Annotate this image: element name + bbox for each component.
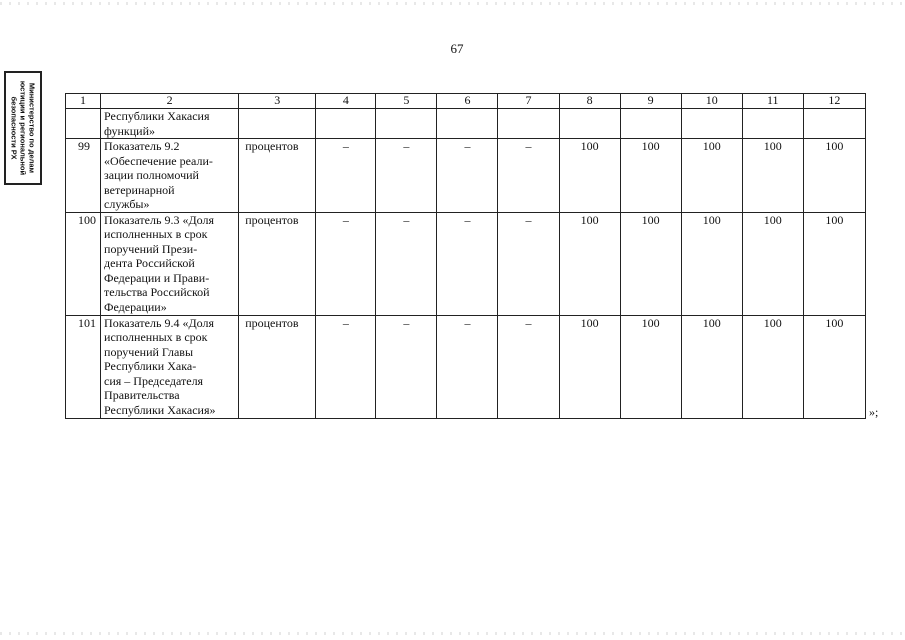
name-line: Правительства — [104, 388, 180, 402]
header-cell: 9 — [620, 94, 681, 109]
dash-cell: – — [316, 212, 376, 315]
dash-cell: – — [437, 139, 498, 213]
indicator-name-cell — [101, 315, 239, 418]
table-cell — [742, 109, 803, 139]
dash-cell: – — [498, 139, 559, 213]
header-cell: 4 — [316, 94, 376, 109]
table-cell — [316, 109, 376, 139]
table-cell — [681, 109, 742, 139]
dash-cell: – — [316, 139, 376, 213]
value-cell: 100 — [620, 139, 681, 213]
stamp-text — [10, 74, 37, 182]
dash-cell: – — [498, 315, 559, 418]
stamp-line: безопасности РХ — [9, 96, 19, 160]
header-cell: 2 — [101, 94, 239, 109]
unit-cell: процентов — [239, 315, 316, 418]
header-cell: 10 — [681, 94, 742, 109]
name-line: службы» — [104, 197, 150, 211]
header-cell: 3 — [239, 94, 316, 109]
dash-cell: – — [376, 139, 437, 213]
row-number-cell: 99 — [66, 139, 101, 213]
name-line: «Обеспечение реали- — [104, 153, 213, 168]
stamp-line: Министерство по делам — [27, 82, 37, 174]
continuation-row — [66, 109, 866, 139]
name-line: тельства Российской — [104, 285, 210, 299]
value-cell: 100 — [681, 139, 742, 213]
name-line: зации полномочий — [104, 168, 199, 182]
dash-cell: – — [437, 315, 498, 418]
row-number-cell: 101 — [66, 315, 101, 418]
indicator-name-cell — [101, 212, 239, 315]
unit-cell: процентов — [239, 212, 316, 315]
value-cell: 100 — [742, 212, 803, 315]
name-line: Федерации» — [104, 299, 167, 314]
name-line: Федерации и Прави- — [104, 270, 210, 285]
value-cell: 100 — [620, 315, 681, 418]
row-number-cell: 100 — [66, 212, 101, 315]
name-line: сия – Председателя — [104, 373, 204, 388]
value-cell: 100 — [803, 139, 865, 213]
scan-noise-bottom — [0, 632, 905, 635]
value-cell: 100 — [559, 139, 620, 213]
value-cell: 100 — [803, 212, 865, 315]
closing-quote-mark: »; — [869, 405, 879, 419]
table-cell — [559, 109, 620, 139]
table-cell — [498, 109, 559, 139]
indicator-name-cell — [101, 139, 239, 213]
name-line: исполненных в срок — [104, 227, 208, 241]
table-cell — [66, 109, 101, 139]
indicators-table — [65, 93, 866, 419]
name-line: исполненных в срок — [104, 330, 208, 344]
table-row — [66, 315, 866, 418]
value-cell: 100 — [559, 212, 620, 315]
table-row — [66, 212, 866, 315]
table-cell — [239, 109, 316, 139]
name-line: Республики Хакасия» — [104, 402, 216, 417]
name-line: поручений Главы — [104, 344, 193, 359]
dash-cell: – — [498, 212, 559, 315]
name-line: ветеринарной — [104, 182, 175, 197]
dash-cell: – — [376, 315, 437, 418]
table-cell — [376, 109, 437, 139]
name-line: Показатель 9.3 «Доля — [104, 212, 214, 227]
registration-stamp — [4, 71, 42, 185]
name-line: поручений Прези- — [104, 241, 198, 256]
scan-noise-top — [0, 2, 905, 5]
name-line: функций» — [104, 123, 156, 138]
dash-cell: – — [437, 212, 498, 315]
unit-cell: процентов — [239, 139, 316, 213]
header-cell: 5 — [376, 94, 437, 109]
header-cell: 8 — [559, 94, 620, 109]
header-row — [66, 94, 866, 109]
value-cell: 100 — [742, 139, 803, 213]
value-cell: 100 — [803, 315, 865, 418]
table-cell — [803, 109, 865, 139]
header-cell: 12 — [803, 94, 865, 109]
dash-cell: – — [316, 315, 376, 418]
header-cell: 11 — [742, 94, 803, 109]
header-cell: 6 — [437, 94, 498, 109]
value-cell: 100 — [681, 315, 742, 418]
value-cell: 100 — [559, 315, 620, 418]
name-line: Республики Хака- — [104, 359, 197, 373]
dash-cell: – — [376, 212, 437, 315]
table-cell — [437, 109, 498, 139]
header-cell: 7 — [498, 94, 559, 109]
name-line: Показатель 9.2 — [104, 139, 180, 153]
table-row — [66, 139, 866, 213]
name-line: дента Российской — [104, 256, 195, 270]
page-number: 67 — [450, 41, 464, 56]
indicator-name-cell — [101, 109, 239, 139]
name-line: Республики Хакасия — [104, 109, 210, 123]
value-cell: 100 — [620, 212, 681, 315]
table-cell — [620, 109, 681, 139]
stamp-line: юстиции и региональной — [18, 80, 28, 176]
header-cell: 1 — [66, 94, 101, 109]
value-cell: 100 — [681, 212, 742, 315]
name-line: Показатель 9.4 «Доля — [104, 315, 214, 330]
value-cell: 100 — [742, 315, 803, 418]
